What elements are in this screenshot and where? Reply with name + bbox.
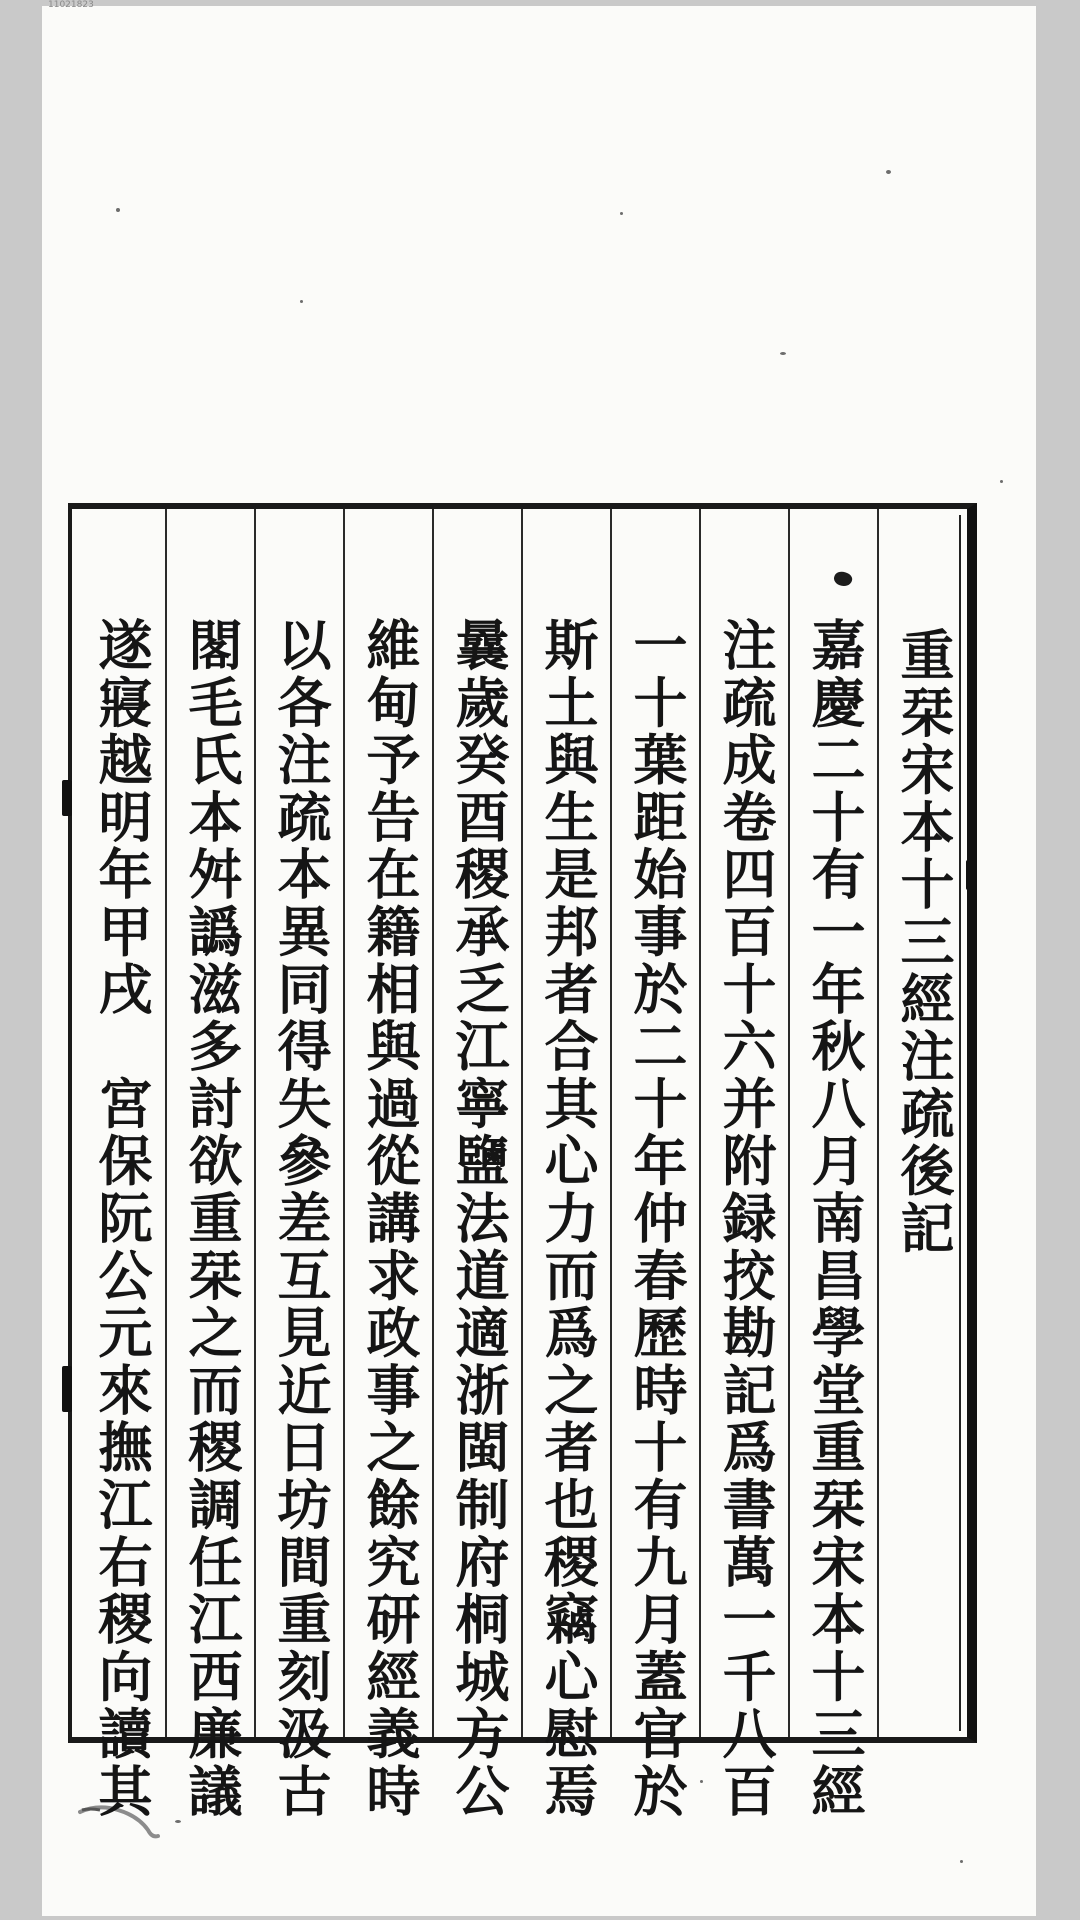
text-column xyxy=(346,509,434,1821)
margin-mark xyxy=(62,780,72,816)
paper-speck xyxy=(960,1860,963,1863)
column-text: 一十葉距始事於二十年仲春歷時十有九月蓋官於 xyxy=(625,617,689,1821)
scan-id-label: 11021823 xyxy=(48,0,94,10)
column-text: 曩歲癸酉稷承乏江寧鹽法道適浙閩制府桐城方公 xyxy=(447,617,511,1821)
paper-speck xyxy=(780,352,786,355)
margin-mark xyxy=(966,860,974,890)
paper-speck xyxy=(700,1780,703,1783)
column-text: 嘉慶二十有一年秋八月南昌學堂重栞宋本十三經 xyxy=(803,617,867,1821)
text-column xyxy=(791,509,879,1821)
text-frame xyxy=(68,503,977,1821)
text-column xyxy=(613,509,701,1821)
text-column xyxy=(524,509,612,1821)
column-text: 以各注疏本異同得失參差互見近日坊間重刻汲古 xyxy=(269,617,333,1821)
paper-speck xyxy=(620,212,623,215)
paper-speck xyxy=(116,208,120,212)
paper-speck xyxy=(886,170,891,174)
column-text: 閣毛氏本舛譌滋多討欲重栞之而稷調任江西廉議 xyxy=(180,617,244,1821)
text-column xyxy=(168,509,256,1821)
paper-speck xyxy=(300,300,303,303)
column-text: 重栞宋本十三經注疏後記 xyxy=(892,627,956,1258)
paper-speck xyxy=(175,1820,181,1823)
text-column-title xyxy=(880,509,968,1737)
text-column xyxy=(435,509,523,1821)
column-text: 維甸予告在籍相與過從講求政事之餘究研經義時 xyxy=(358,617,422,1821)
column-text: 遂寢越明年甲戌 宮保阮公元來撫江右稷向讀其 xyxy=(90,617,154,1821)
paper-speck xyxy=(1000,480,1003,483)
column-text: 注疏成卷四百十六并附録挍勘記爲書萬一千八百 xyxy=(714,617,778,1821)
text-column xyxy=(702,509,790,1821)
text-column xyxy=(257,509,345,1821)
text-column xyxy=(78,509,166,1821)
margin-mark xyxy=(62,1366,72,1412)
column-text: 斯土與生是邦者合其心力而爲之者也稷竊心慰焉 xyxy=(536,617,600,1821)
